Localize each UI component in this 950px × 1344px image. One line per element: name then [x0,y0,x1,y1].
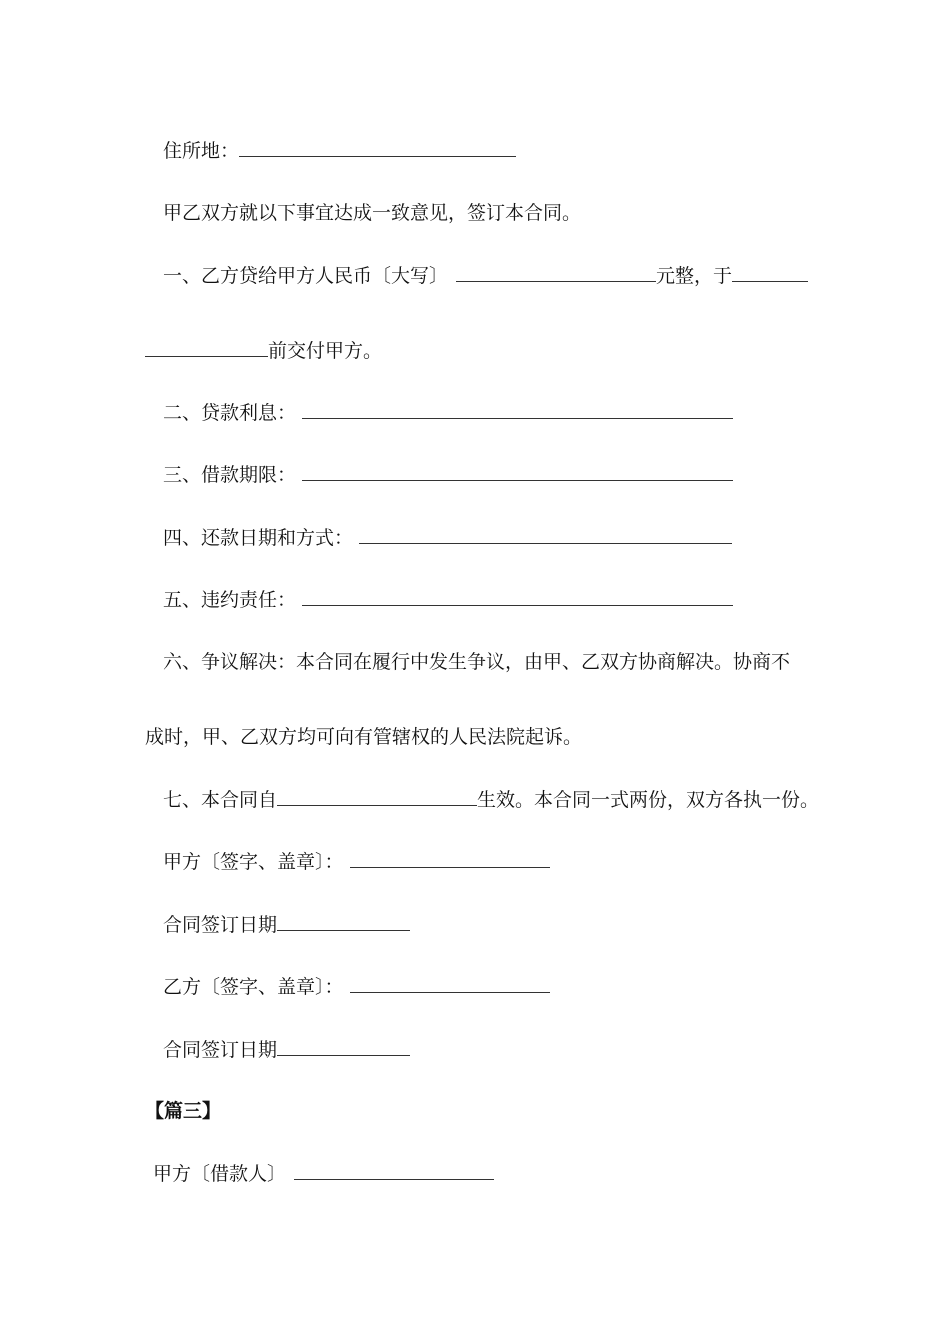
agreement-text: 甲乙双方就以下事宜达成一致意见，签订本合同。 [163,202,582,224]
clause1-line [163,263,808,287]
clause1-amount-blank [456,263,656,282]
clause3-blank [302,462,733,481]
residence-label: 住所地： [163,140,240,162]
party-a-borrower-label: 甲方〔借款人〕 [153,1163,287,1185]
clause4-line [163,525,732,549]
clause5-blank [302,587,733,606]
clause2-line [163,400,733,424]
clause4-blank [359,525,732,544]
signing-date-a-label: 合同签订日期 [163,914,278,936]
clause3-label: 三、借款期限： [163,464,297,486]
clause1-text-b: 元整，于 [656,265,733,287]
clause6-continuation-line [145,725,582,749]
signing-date-b-line [163,1037,410,1061]
residence-blank [239,138,516,157]
clause2-label: 二、贷款利息： [163,402,297,424]
clause7-date-blank [277,787,477,806]
clause1-text-c: 前交付甲方。 [268,340,383,362]
party-a-sign-label: 甲方〔签字、盖章〕： [163,851,344,873]
section-heading [145,1099,221,1123]
section-heading-text: 【篇三】 [145,1100,222,1122]
party-b-sign-line [163,974,550,998]
signing-date-b-label: 合同签订日期 [163,1039,278,1061]
clause6-line [163,650,790,674]
clause5-line [163,587,733,611]
clause1-date-blank [732,263,808,282]
clause7-text-a: 七、本合同自 [163,789,278,811]
party-a-sign-line [163,849,550,873]
clause5-label: 五、违约责任： [163,589,297,611]
clause1-continuation-line [145,338,382,362]
clause7-line [163,787,819,811]
clause3-line [163,462,733,486]
party-b-sign-blank [350,974,550,993]
signing-date-a-blank [277,912,410,931]
signing-date-a-line [163,912,410,936]
clause6-text-b: 成时，甲、乙双方均可向有管辖权的人民法院起诉。 [145,726,583,748]
signing-date-b-blank [277,1037,410,1056]
clause2-blank [302,400,733,419]
clause7-text-b: 生效。本合同一式两份，双方各执一份。 [477,789,820,811]
clause1-text-a: 一、乙方贷给甲方人民币〔大写〕 [163,265,449,287]
party-a-sign-blank [350,849,550,868]
clause4-label: 四、还款日期和方式： [163,527,354,549]
clause6-text-a: 六、争议解决：本合同在履行中发生争议，由甲、乙双方协商解决。协商不 [163,651,791,673]
party-b-sign-label: 乙方〔签字、盖章〕： [163,976,344,998]
party-a-borrower-blank [294,1161,494,1180]
agreement-line [163,201,581,225]
residence-line [163,138,516,162]
party-a-borrower-line [153,1161,494,1185]
clause1-date-blank-cont [145,338,268,357]
